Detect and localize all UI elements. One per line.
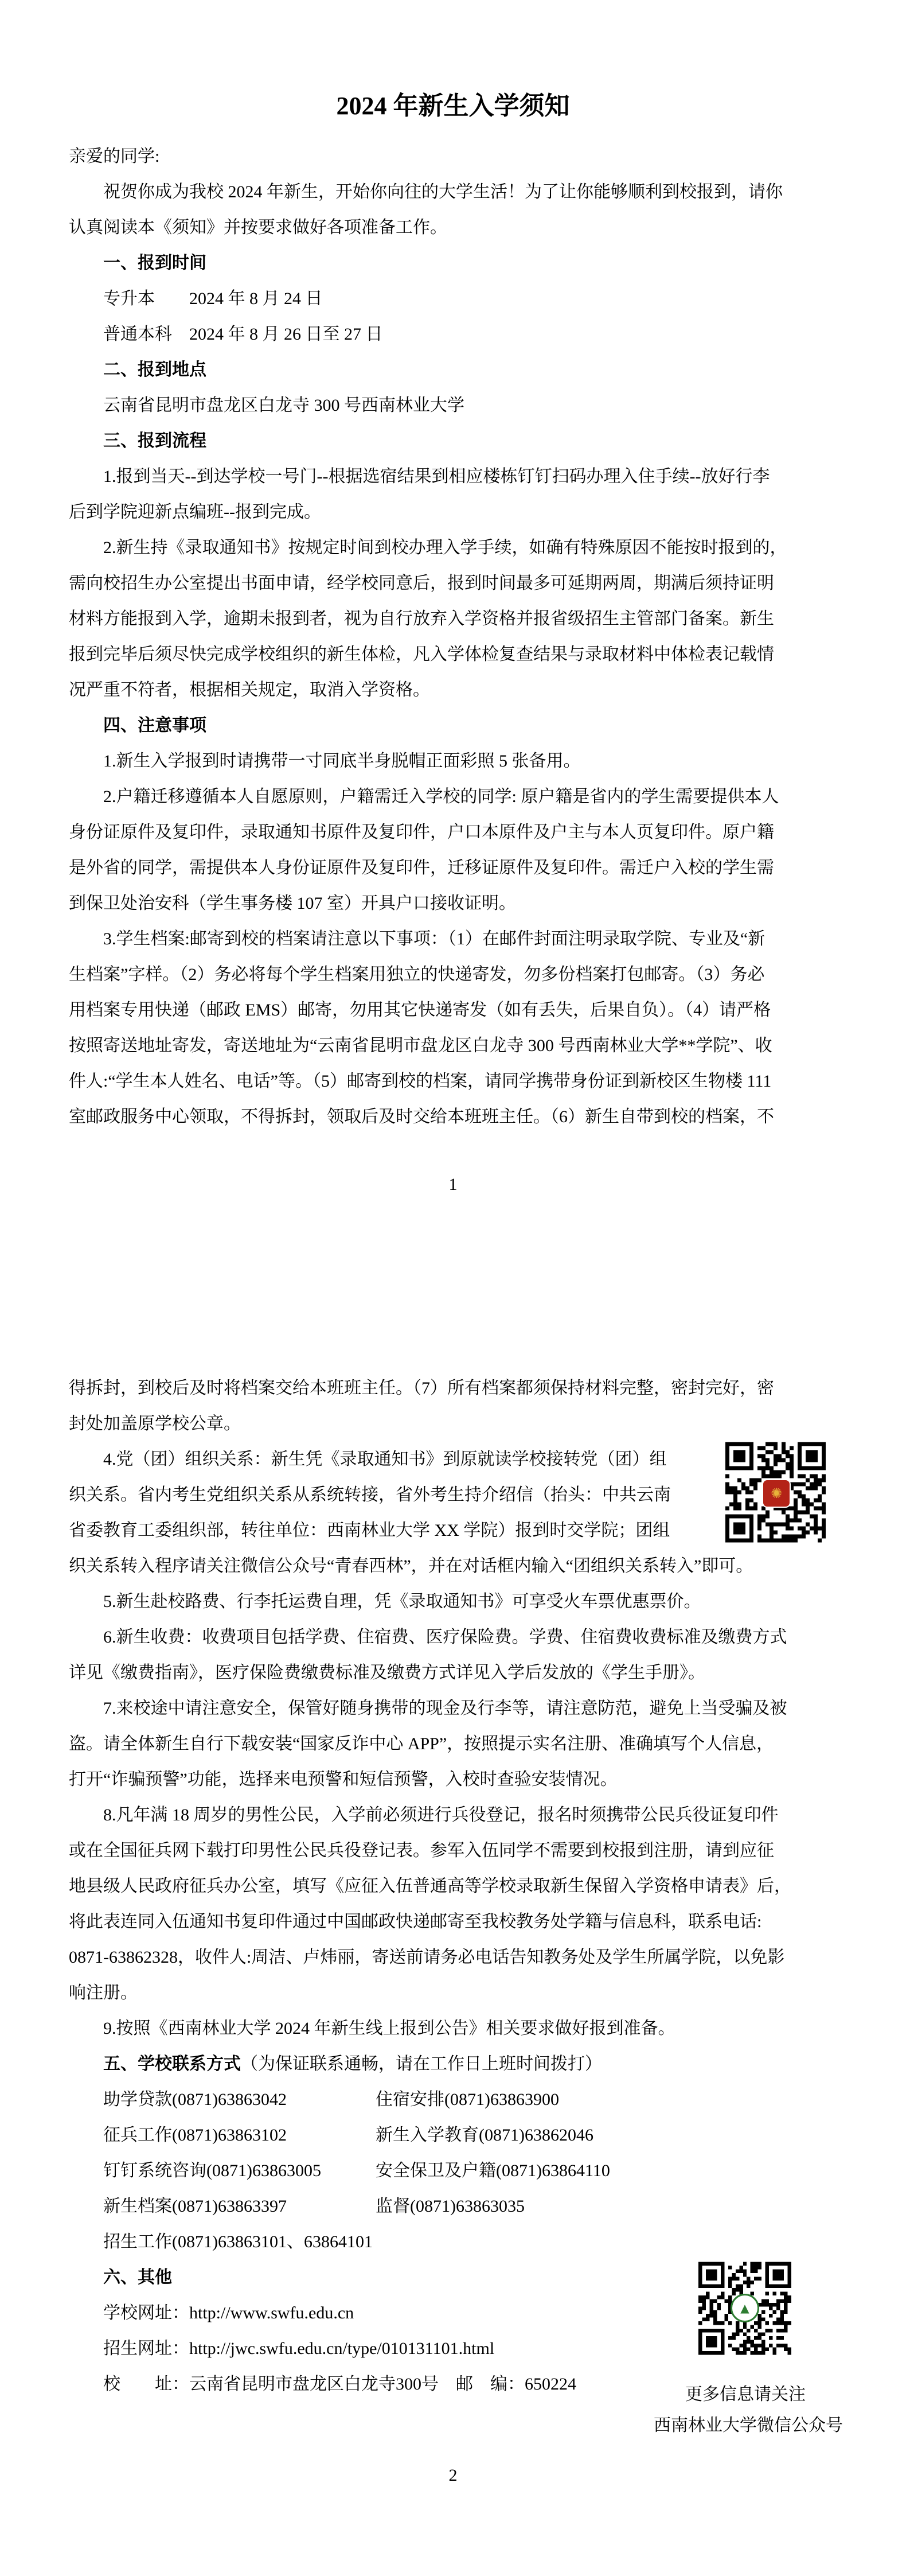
text-line: 省委教育工委组织部，转往单位：西南林业大学 XX 学院）报到时交学院；团组: [69, 1521, 670, 1540]
text-line: 材料方能报到入学，逾期未报到者，视为自行放弃入学资格并报省级招生主管部门备案。新生: [69, 609, 774, 628]
heading-note: （为保证联系通畅，请在工作日上班时间拨打）: [241, 2054, 602, 2073]
text-block: [69, 86, 843, 2493]
text-line: 身份证原件及复印件，录取通知书原件及复印件，户口本原件及户主与本人页复印件。原户籍: [69, 823, 774, 842]
text-line: 按照寄送地址寄发，寄送地址为“云南省昆明市盘龙区白龙寺 300 号西南林业大学**学院”、收: [69, 1036, 772, 1055]
contact-item: 住宿安排(0871)63863900: [376, 2090, 559, 2109]
text-line: 室邮政服务中心领取，不得拆封，领取后及时交给本班班主任。（6）新生自带到校的档案，不: [69, 1107, 774, 1126]
contact-item: 征兵工作(0871)63863102: [103, 2126, 287, 2145]
text-line: [69, 2118, 837, 2153]
contact-item: 新生入学教育(0871)63862046: [376, 2126, 593, 2145]
text-line: 招生网址：http://jwc.swfu.edu.cn/type/010131101.html: [103, 2339, 495, 2358]
text-line: 一、报到时间: [103, 254, 206, 273]
contact-item: 助学贷款(0871)63863042: [103, 2090, 287, 2109]
text-line: 是外省的同学，需提供本人身份证原件及复印件，迁移证原件及复印件。需迁户入校的学生需: [69, 858, 774, 877]
text-line: 6.新生收费：收费项目包括学费、住宿费、医疗保险费。学费、住宿费收费标准及缴费方式: [103, 1628, 787, 1647]
text-line: 用档案专用快递（邮政 EMS）邮寄，勿用其它快递寄发（如有丢失，后果自负）。（4）请严格: [69, 1001, 771, 1019]
text-line: 0871-63862328，收件人:周洁、卢炜丽，寄送前请务必电话告知教务处及学生所属学院，以免影: [69, 1948, 785, 1967]
text-line: 况严重不符者，根据相关规定，取消入学资格。: [69, 680, 430, 699]
text-line: 得拆封，到校后及时将档案交给本班班主任。（7）所有档案都须保持材料完整，密封完好，密: [69, 1379, 774, 1398]
text-line: 织关系。省内考生党组织关系从系统转接，省外考生持介绍信（抬头：中共云南: [69, 1485, 671, 1504]
text-line: 二、报到地点: [103, 360, 206, 379]
text-line: 需向校招生办公室提出书面申请，经学校同意后，报到时间最多可延期两周，期满后须持证明: [69, 574, 774, 593]
text-line: 后到学院迎新点编班--报到完成。: [69, 503, 321, 522]
text-line: 打开“诈骗预警”功能，选择来电预警和短信预警，入校时查验安装情况。: [69, 1770, 618, 1789]
text-line: 3.学生档案:邮寄到校的档案请注意以下事项：（1）在邮件封面注明录取学院、专业及“新: [103, 929, 766, 948]
text-line: 地县级人民政府征兵办公室，填写《应征入伍普通高等学校录取新生保留入学资格申请表》后，: [69, 1877, 791, 1896]
contact-item: 钉钉系统咨询(0871)63863005: [103, 2161, 321, 2180]
page-1-text: [69, 139, 837, 1135]
page-number-2: 2: [448, 2466, 458, 2485]
text-line: 生档案”字样。（2）务必将每个学生档案用独立的快递寄发，勿多份档案打包邮寄。（3）务必: [69, 965, 765, 984]
text-line: 9.按照《西南林业大学 2024 年新生线上报到公告》相关要求做好报到准备。: [103, 2019, 675, 2038]
contact-item: 监督(0871)63863035: [376, 2197, 525, 2216]
text-line: 详见《缴费指南》，医疗保险费缴费标准及缴费方式详见入学后发放的《学生手册》。: [69, 1663, 705, 1682]
document-title: 2024 年新生入学须知: [336, 92, 570, 120]
text-line: [69, 2046, 837, 2082]
text-line: 招生工作(0871)63863101、63864101: [103, 2232, 373, 2251]
text-line: [69, 2082, 837, 2118]
text-line: 1.新生入学报到时请携带一寸同底半身脱帽正面彩照 5 张备用。: [103, 752, 581, 771]
text-line: 祝贺你成为我校 2024 年新生，开始你向往的大学生活！为了让你能够顺利到校报到，请你: [103, 182, 783, 201]
text-line: 四、注意事项: [103, 716, 206, 735]
contact-item: 新生档案(0871)63863397: [103, 2197, 287, 2216]
text-line: 7.来校途中请注意安全，保管好随身携带的现金及行李等，请注意防范，避免上当受骗及被: [103, 1699, 787, 1718]
text-line: 2.新生持《录取通知书》按规定时间到校办理入学手续，如确有特殊原因不能按时报到的，: [103, 538, 787, 557]
qr-center-logo-red-icon: [762, 1479, 791, 1508]
contact-item: 安全保卫及户籍(0871)63864110: [376, 2161, 610, 2180]
text-line: 三、报到流程: [103, 431, 206, 450]
text-line: 封处加盖原学校公章。: [69, 1414, 241, 1433]
text-line: 学校网址：http://www.swfu.edu.cn: [103, 2303, 354, 2322]
text-line: 专升本 2024 年 8 月 24 日: [103, 289, 323, 308]
text-line: 4.党（团）组织关系：新生凭《录取通知书》到原就读学校接转党（团）组: [103, 1450, 667, 1469]
qr-caption-block: [654, 2379, 843, 2441]
text-line: 织关系转入程序请关注微信公众号“青春西林”，并在对话框内输入“团组织关系转入”即可。: [69, 1557, 753, 1575]
text-line: 云南省昆明市盘龙区白龙寺 300 号西南林业大学: [103, 396, 464, 415]
qr-caption-line: 西南林业大学微信公众号: [654, 2416, 843, 2435]
text-line: 到保卫处治安科（学生事务楼 107 室）开具户口接收证明。: [69, 894, 516, 913]
tree-emblem-icon: ▲: [740, 2301, 749, 2315]
text-line: 响注册。: [69, 1983, 138, 2002]
page-2-text: [69, 1371, 837, 2402]
text-line: 认真阅读本《须知》并按要求做好各项准备工作。: [69, 218, 447, 237]
qr-caption-line: 更多信息请关注: [685, 2385, 806, 2404]
text-line: 或在全国征兵网下载打印男性公民兵役登记表。参军入伍同学不需要到校报到注册，请到应征: [69, 1841, 774, 1860]
section-heading-inline: 五、学校联系方式: [103, 2054, 241, 2073]
text-line: 件人:“学生本人姓名、电话”等。（5）邮寄到校的档案，请同学携带身份证到新校区生物楼 111: [69, 1072, 772, 1091]
qr-center-logo-green-icon: [731, 2294, 759, 2322]
text-line: 报到完毕后须尽快完成学校组织的新生体检，凡入学体检复查结果与录取材料中体检表记载情: [69, 645, 774, 664]
text-line: 亲爱的同学:: [69, 147, 160, 166]
text-line: 将此表连同入伍通知书复印件通过中国邮政快递邮寄至我校教务处学籍与信息科，联系电话:: [69, 1912, 762, 1931]
text-line: 1.报到当天--到达学校一号门--根据选宿结果到相应楼栋钉钉扫码办理入住手续--放好行李: [103, 467, 770, 486]
page-number-1: 1: [448, 1175, 458, 1194]
bird-emblem-icon: ✺: [770, 1485, 783, 1501]
text-line: 盗。请全体新生自行下载安装“国家反诈中心 APP”，按照提示实名注册、准确填写个人信息，: [69, 1734, 774, 1753]
text-line: 校 址：云南省昆明市盘龙区白龙寺300号 邮 编：650224: [103, 2375, 576, 2394]
text-line: 六、其他: [103, 2268, 172, 2287]
text-line: [69, 2189, 837, 2224]
text-line: 8.凡年满 18 周岁的男性公民，入学前必须进行兵役登记，报名时须携带公民兵役证复印件: [103, 1805, 779, 1824]
text-line: 2.户籍迁移遵循本人自愿原则，户籍需迁入学校的同学: 原户籍是省内的学生需要提供本人: [103, 787, 779, 806]
text-line: 5.新生赴校路费、行李托运费自理，凭《录取通知书》可享受火车票优惠票价。: [103, 1592, 701, 1611]
text-line: 普通本科 2024 年 8 月 26 日至 27 日: [103, 325, 383, 344]
text-line: [69, 2153, 837, 2189]
